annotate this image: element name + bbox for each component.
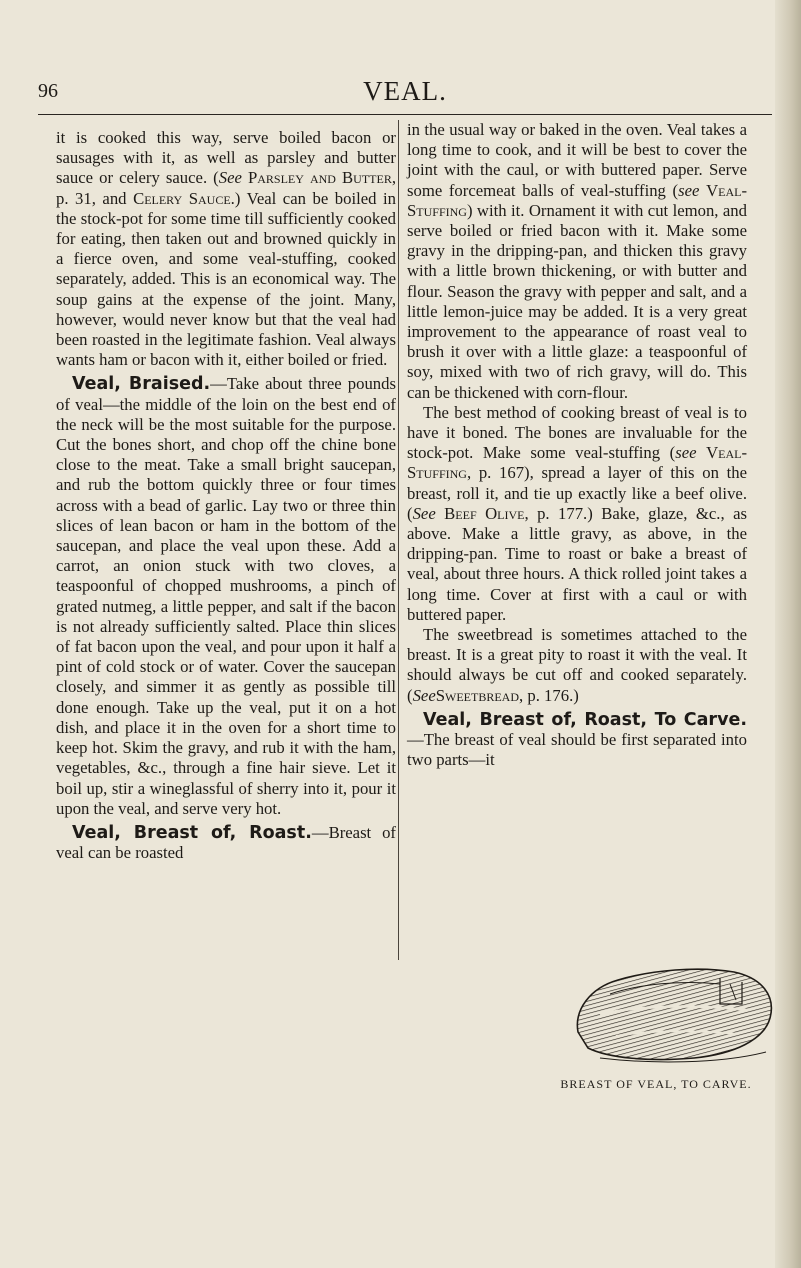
paragraph-sweetbread: The sweetbread is sometimes attached to the breast. It is a great pity to roast it with the veal. It should always be cut off and cooked separately. (SeeSweetbread, p. 176.) — [407, 625, 747, 705]
cross-reference: Veal-Stuffing — [407, 443, 747, 483]
page-number: 96 — [38, 80, 58, 102]
cross-reference: Sweetbread — [435, 685, 520, 705]
cross-reference: Veal-Stuffing — [407, 180, 747, 220]
paragraph-boned-breast: The best method of cooking breast of veal is to have it boned. The bones are invaluable for the stock-pot. Make some veal-stuffing (see Veal-Stuffing, p. 167), spread a layer of this on the breast, roll it, and tie up exactly like a beef olive. (See Beef Olive, p. 177.) Bake, glaze, &c., as above. Make a little gravy, as above, in the dripping-pan. Time to roast or bake a breast of veal, about three hours. A thick rolled joint takes a long time. Cover at first with a caul or with buttered paper. — [407, 402, 747, 624]
paragraph-boiled-veal-continued: it is cooked this way, serve boiled bacon or sausages with it, as well as parsley and butter sauce or celery sauce. (See Parsley and Butter, p. 31, and Celery Sauce.) Veal can be boiled in the stock-pot for some time till sufficiently cooked for eating, then taken out and browned quickly in a fierce oven, and some veal-stuffing, cooked separately, added. This is an economical way. The soup gains at the expense of the joint. Many, however, would never know but that the veal had been roasted in the legitimate fashion. Veal always wants ham or bacon with it, either boiled or fried. — [56, 128, 396, 370]
entry-veal-breast-roast: Veal, Breast of, Roast.—Breast of veal can be roasted — [56, 822, 396, 863]
entry-heading: Veal, Braised. — [72, 374, 211, 395]
breast-of-veal-engraving — [570, 960, 782, 1065]
right-column — [407, 120, 747, 771]
entry-heading: Veal, Breast of, Roast, To Carve. — [423, 709, 747, 730]
cross-reference: Parsley and Butter — [247, 168, 392, 188]
paragraph-breast-roast-continued: in the usual way or baked in the oven. Veal takes a long time to cook, and it will be best to cover the joint with the caul, or with buttered paper. Serve some forcemeat balls of veal-stuffing (see Veal-Stuffing) with it. Ornament it with cut lemon, and serve boiled or fried bacon with it. Make some gravy in the dripping-pan, and thicken this gravy with a little brown thickening, or with butter and flour. Season the gravy with pepper and salt, and a little lemon-juice may be added. It is a very great improvement to the appearance of roast veal to brush it over with a little glaze: a teaspoonful of soy, mixed with two of rich gravy, will do. This can be thickened with corn-flour. — [407, 120, 747, 402]
column-rule — [398, 120, 399, 960]
page-header — [38, 74, 772, 115]
cross-reference: Celery Sauce — [133, 188, 231, 208]
cross-reference: Beef Olive — [444, 503, 525, 523]
page-edge-shadow — [775, 0, 801, 1268]
left-column — [56, 128, 396, 863]
entry-heading: Veal, Breast of, Roast. — [72, 822, 312, 843]
figure-caption: BREAST OF VEAL, TO CARVE. — [560, 1077, 752, 1091]
entry-veal-braised: Veal, Braised.—Take about three pounds of veal—the middle of the loin on the best end of the neck will be the most suitable for the purpose. Cut the bones short, and chop off the chine bone close to the meat. Take a small bright saucepan, and rub the bottom quickly three or four times across with a bead of garlic. Lay two or three thin slices of lean bacon or ham in the bottom of the saucepan, and place the veal upon these. Add a carrot, an onion stuck with two cloves, a teaspoonful of chopped mushrooms, a pinch of grated nutmeg, a little pepper, and salt if the bacon is not already sufficiently salted. Place thin slices of fat bacon upon the veal, and pour upon it half a pint of cold stock or of water. Cover the saucepan closely, and simmer it as gently as possible till done enough. Take up the veal, put it on a hot dish, and place it in the oven for a short time to keep hot. Skim the gravy, and rub it with the ham, vegetables, &c., through a fine hair sieve. Let it boil up, stir a wineglassful of sherry into it, pour it upon the veal, and serve very hot. — [56, 374, 396, 818]
entry-veal-breast-to-carve: Veal, Breast of, Roast, To Carve.—The breast of veal should be first separated into two parts—it — [407, 709, 747, 770]
running-head: VEAL. — [363, 76, 447, 106]
